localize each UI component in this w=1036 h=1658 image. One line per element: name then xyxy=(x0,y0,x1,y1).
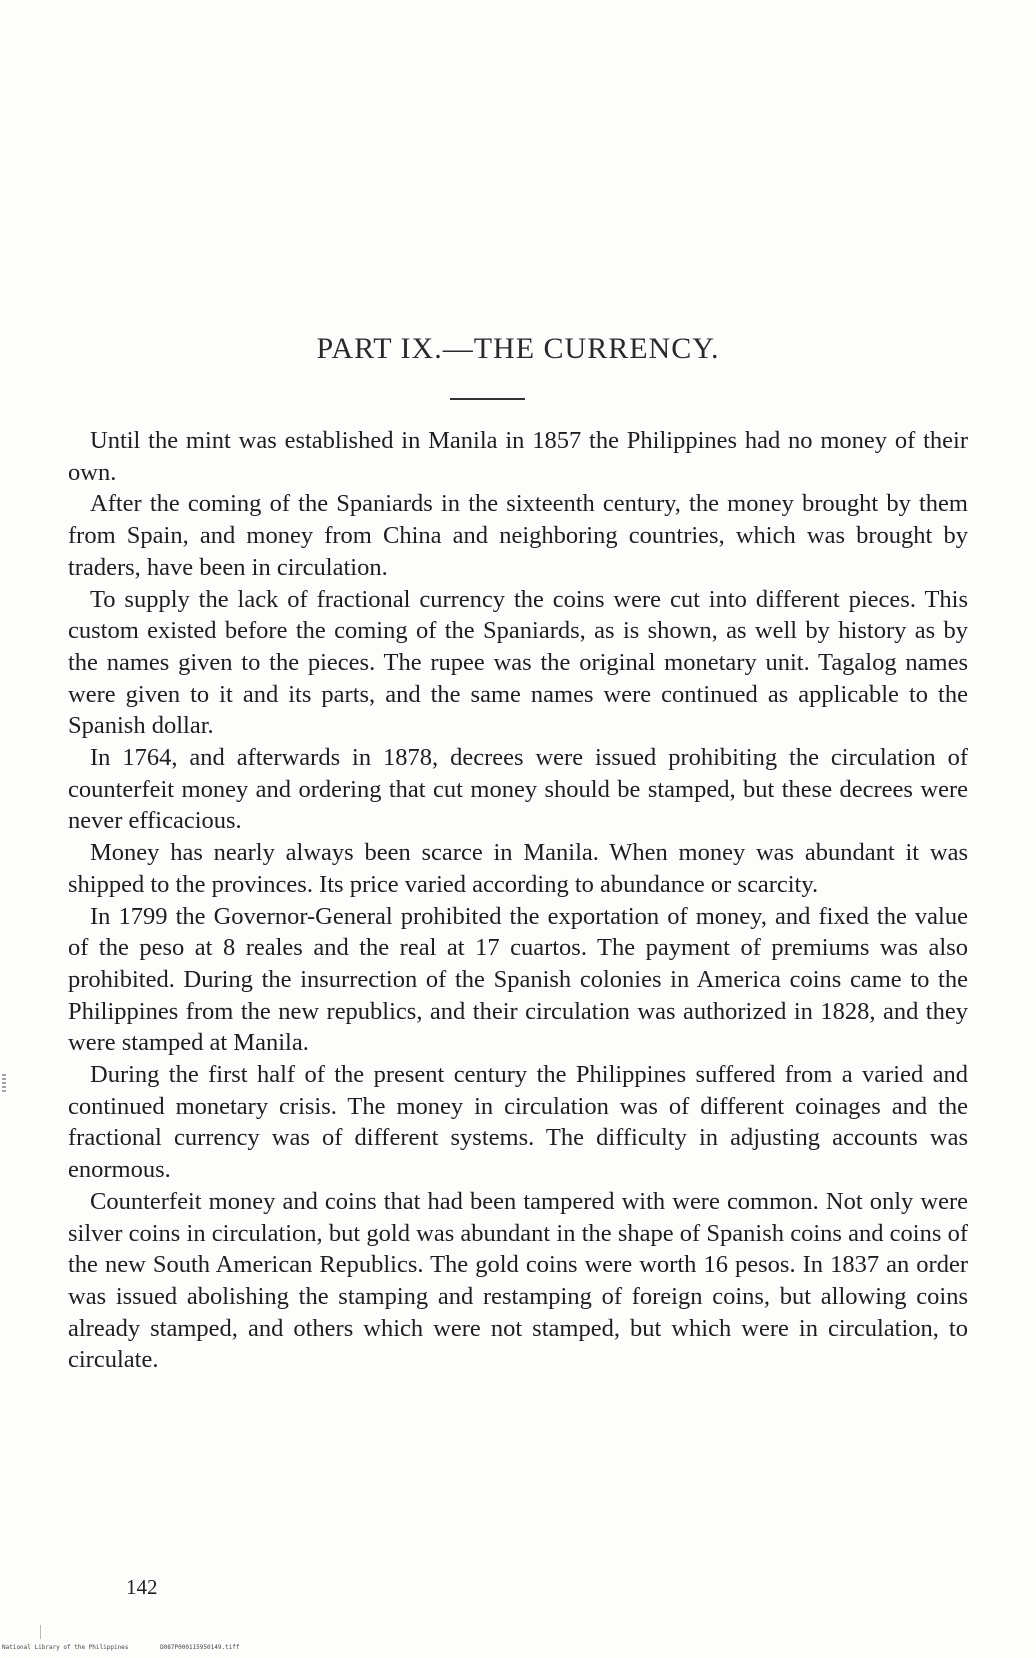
paragraph: After the coming of the Spaniards in the sixteenth century, the money brought by them from Spain, and money from China and neighboring countries, which was brought by traders, have been in circulation. xyxy=(68,490,968,581)
title-divider xyxy=(450,398,525,400)
paragraph: In 1764, and afterwards in 1878, decrees were issued prohibiting the circulation of counterfeit money and ordering that cut money should be stamped, but these decrees were never efficacious. xyxy=(68,744,968,835)
paragraph: During the first half of the present century the Philippines suffered from a varied and continued monetary crisis. The money in circulation was of different coinages and the fractional currency was of different systems. The difficulty in adjusting accounts was enormous. xyxy=(68,1061,968,1184)
paragraph: In 1799 the Governor-General prohibited the exportation of money, and fixed the value of the peso at 8 reales and the real at 17 cuartos. The payment of premiums was also prohibited. During the insurrection of the Spanish colonies in America coins came to the Philippines from the new republics, and their circulation was authorized in 1828, and they were stamped at Manila. xyxy=(68,902,968,1057)
footer-file: D087P000115950149.tiff xyxy=(160,1644,240,1651)
paragraph: Money has nearly always been scarce in Manila. When money was abundant it was shipped to the provinces. Its price varied according to abundance or scarcity. xyxy=(68,839,968,898)
paragraph: Until the mint was established in Manila in 1857 the Philippines had no money of their own. xyxy=(68,427,968,486)
scan-footer xyxy=(2,1644,268,1651)
page-title: PART IX.—THE CURRENCY. xyxy=(316,332,720,365)
paragraph: Counterfeit money and coins that had been tampered with were common. Not only were silver coins in circulation, but gold was abundant in the shape of Spanish coins and coins of the new South American Republics. The gold coins were worth 16 pesos. In 1837 an order was issued abolishing the stamping and restamping of foreign coins, but allowing coins already stamped, and others which were not stamped, but which were in circulation, to circulate. xyxy=(68,1187,968,1374)
paragraph: To supply the lack of fractional currency the coins were cut into different pieces. This custom existed before the coming of the Spaniards, as is shown, as well by history as by the names given to the pieces. The rupee was the original monetary unit. Tagalog names were given to it and its parts, and the same names were continued as applicable to the Spanish dollar. xyxy=(68,585,968,740)
scan-edge-mark xyxy=(40,1625,41,1639)
footer-library: National Library of the Philippines xyxy=(2,1644,129,1651)
scan-artifact xyxy=(2,1074,6,1094)
page-number: 142 xyxy=(126,1575,158,1599)
body-text xyxy=(68,425,968,1376)
